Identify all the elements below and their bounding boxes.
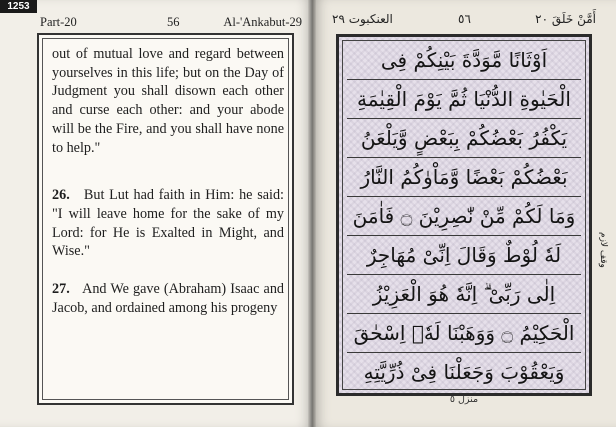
part-label: Part-20 [40, 15, 77, 29]
header-page-arabic: ٥٦ [458, 12, 471, 26]
verse-27 [52, 280, 284, 317]
arabic-text-frame [336, 34, 592, 396]
arabic-line: اَوْثَانًا مَّوَدَّةَ بَيْنِكُمْ فِى [380, 48, 548, 72]
arabic-line: وَيَعْقُوْبَ وَجَعَلْنَا فِىْ ذُرِّيَّتِهِ [363, 360, 565, 384]
arabic-line: بَعْضُكُمْ بَعْضًا وَّمَاْوٰكُمُ النَّارُ [360, 165, 568, 189]
verse-26 [52, 186, 284, 261]
arabic-line: اِلٰى رَبِّىْ ۗ اِنَّهٗ هُوَ الْعَزِيْزُ [372, 282, 556, 306]
scan-page-label: 1253 [0, 0, 37, 13]
verse-text: And We gave (Abraham) Isaac and Jacob, and ordained among his progeny [52, 281, 285, 316]
page-number: 56 [167, 15, 180, 29]
waqf-margin-note: وقف لازم [598, 232, 608, 268]
verse-number: 26. [52, 187, 70, 204]
right-page-header [330, 12, 602, 34]
verse-25-continuation: out of mutual love and regard between yourselves in this life; but on the Day of Judgment you shall disown each other and curse each other: and your abode will be the Fire, and you shall have none to help." [52, 46, 284, 156]
right-page-arabic [312, 0, 616, 427]
english-text-body [52, 45, 284, 317]
arabic-line: الْحَيٰوةِ الدُّنْيَا ثُمَّ يَوْمَ الْقِيٰمَةِ [357, 87, 571, 111]
verse-text: But Lut had faith in Him: he said: "I will leave home for the sake of my Lord: for He is Exalted in Might, and Wise." [52, 187, 284, 260]
arabic-line: يَكْفُرُ بَعْضُكُمْ بِبَعْضٍ وَّيَلْعَنُ [360, 126, 568, 150]
english-text-frame [37, 33, 294, 405]
header-juz-arabic: أَمَّنْ خَلَقَ ٢٠ [535, 12, 596, 26]
header-surah-arabic: العنكبوت ٢٩ [332, 12, 393, 26]
book-spine [308, 0, 316, 427]
verse-number: 27. [52, 281, 70, 298]
left-page-header [40, 15, 302, 33]
arabic-line: لَهٗ لُوْطٌ وَقَالَ اِنِّىْ مُهَاجِرٌ [366, 243, 562, 267]
manzil-footer: منزل ٥ [449, 394, 479, 405]
arabic-line: الْحَكِيْمُ ۝ وَوَهَبْنَا لَهٗۤ اِسْحٰقَ [353, 321, 575, 345]
arabic-line: وَمَا لَكُمْ مِّنْ نّٰصِرِيْنَ ۝ فَاٰمَنَ [352, 204, 576, 228]
surah-label: Al-'Ankabut-29 [223, 15, 302, 29]
